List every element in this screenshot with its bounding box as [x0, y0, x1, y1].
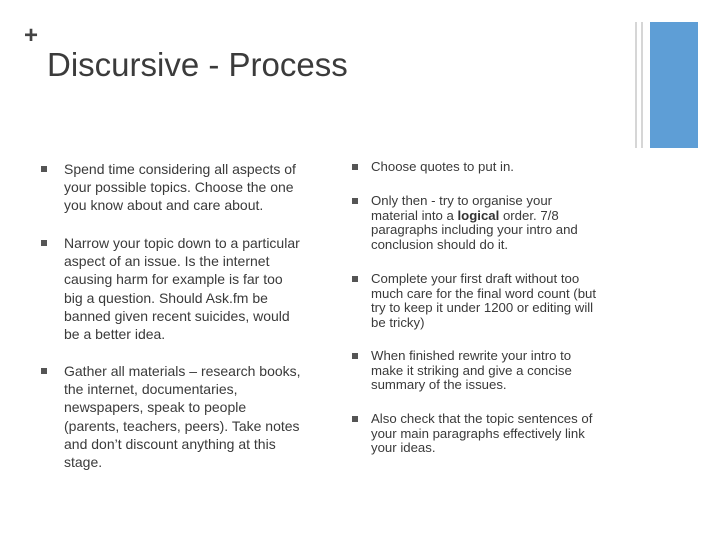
- bullet-item: [352, 194, 633, 252]
- bullet-square-icon: [352, 416, 358, 422]
- bullet-square-icon: [352, 164, 358, 170]
- bullet-square-icon: [352, 353, 358, 359]
- logical-emphasis: logical: [457, 207, 500, 223]
- decor-block: [650, 22, 698, 148]
- bullet-square-icon: [352, 198, 358, 204]
- bullet-square-icon: [41, 166, 47, 172]
- bullet-text: Choose quotes to put in.: [371, 159, 514, 174]
- bullet-square-icon: [41, 368, 47, 374]
- bullet-text: Gather all materials – research books, the internet, documentaries, newspapers, speak to people (parents, teachers, peers). Take notes and don’t discount anything at this stage.: [64, 363, 301, 471]
- text-after: order. 7/8 paragraphs including your intro and conclusion should do it.: [371, 207, 578, 252]
- bullet-item: [352, 160, 633, 175]
- bullet-item: [352, 349, 633, 393]
- bullet-text: [371, 194, 633, 252]
- bullet-item: [41, 362, 334, 471]
- bullet-item: [352, 412, 633, 456]
- bullet-text: Narrow your topic down to a particular aspect of an issue. Is the internet causing harm for example is far too big a question. Should Ask.fm be banned given recent suicides, would be a better idea.: [64, 235, 300, 343]
- bullet-text: Complete your first draft without too much care for the final word count (but try to keep it under 1200 or editing will be tricky): [371, 271, 597, 330]
- decor-line-1: [635, 22, 637, 148]
- bullet-item: [41, 234, 334, 343]
- bullet-square-icon: [352, 276, 358, 282]
- bullet-item: [41, 160, 334, 215]
- bullet-text: When finished rewrite your intro to make it striking and give a concise summary of the issues.: [371, 348, 572, 393]
- slide-title: Discursive - Process: [47, 46, 348, 83]
- decor-line-2: [641, 22, 643, 148]
- bullet-square-icon: [41, 240, 47, 246]
- text-before: Only then - try to organise your material into a: [371, 193, 553, 223]
- plus-mark: +: [24, 22, 39, 49]
- bullet-text: Spend time considering all aspects of your possible topics. Choose the one you know about and care about.: [64, 161, 296, 214]
- bullet-text: Also check that the topic sentences of your main paragraphs effectively link your ideas.: [371, 411, 593, 456]
- bullet-item: [352, 272, 633, 330]
